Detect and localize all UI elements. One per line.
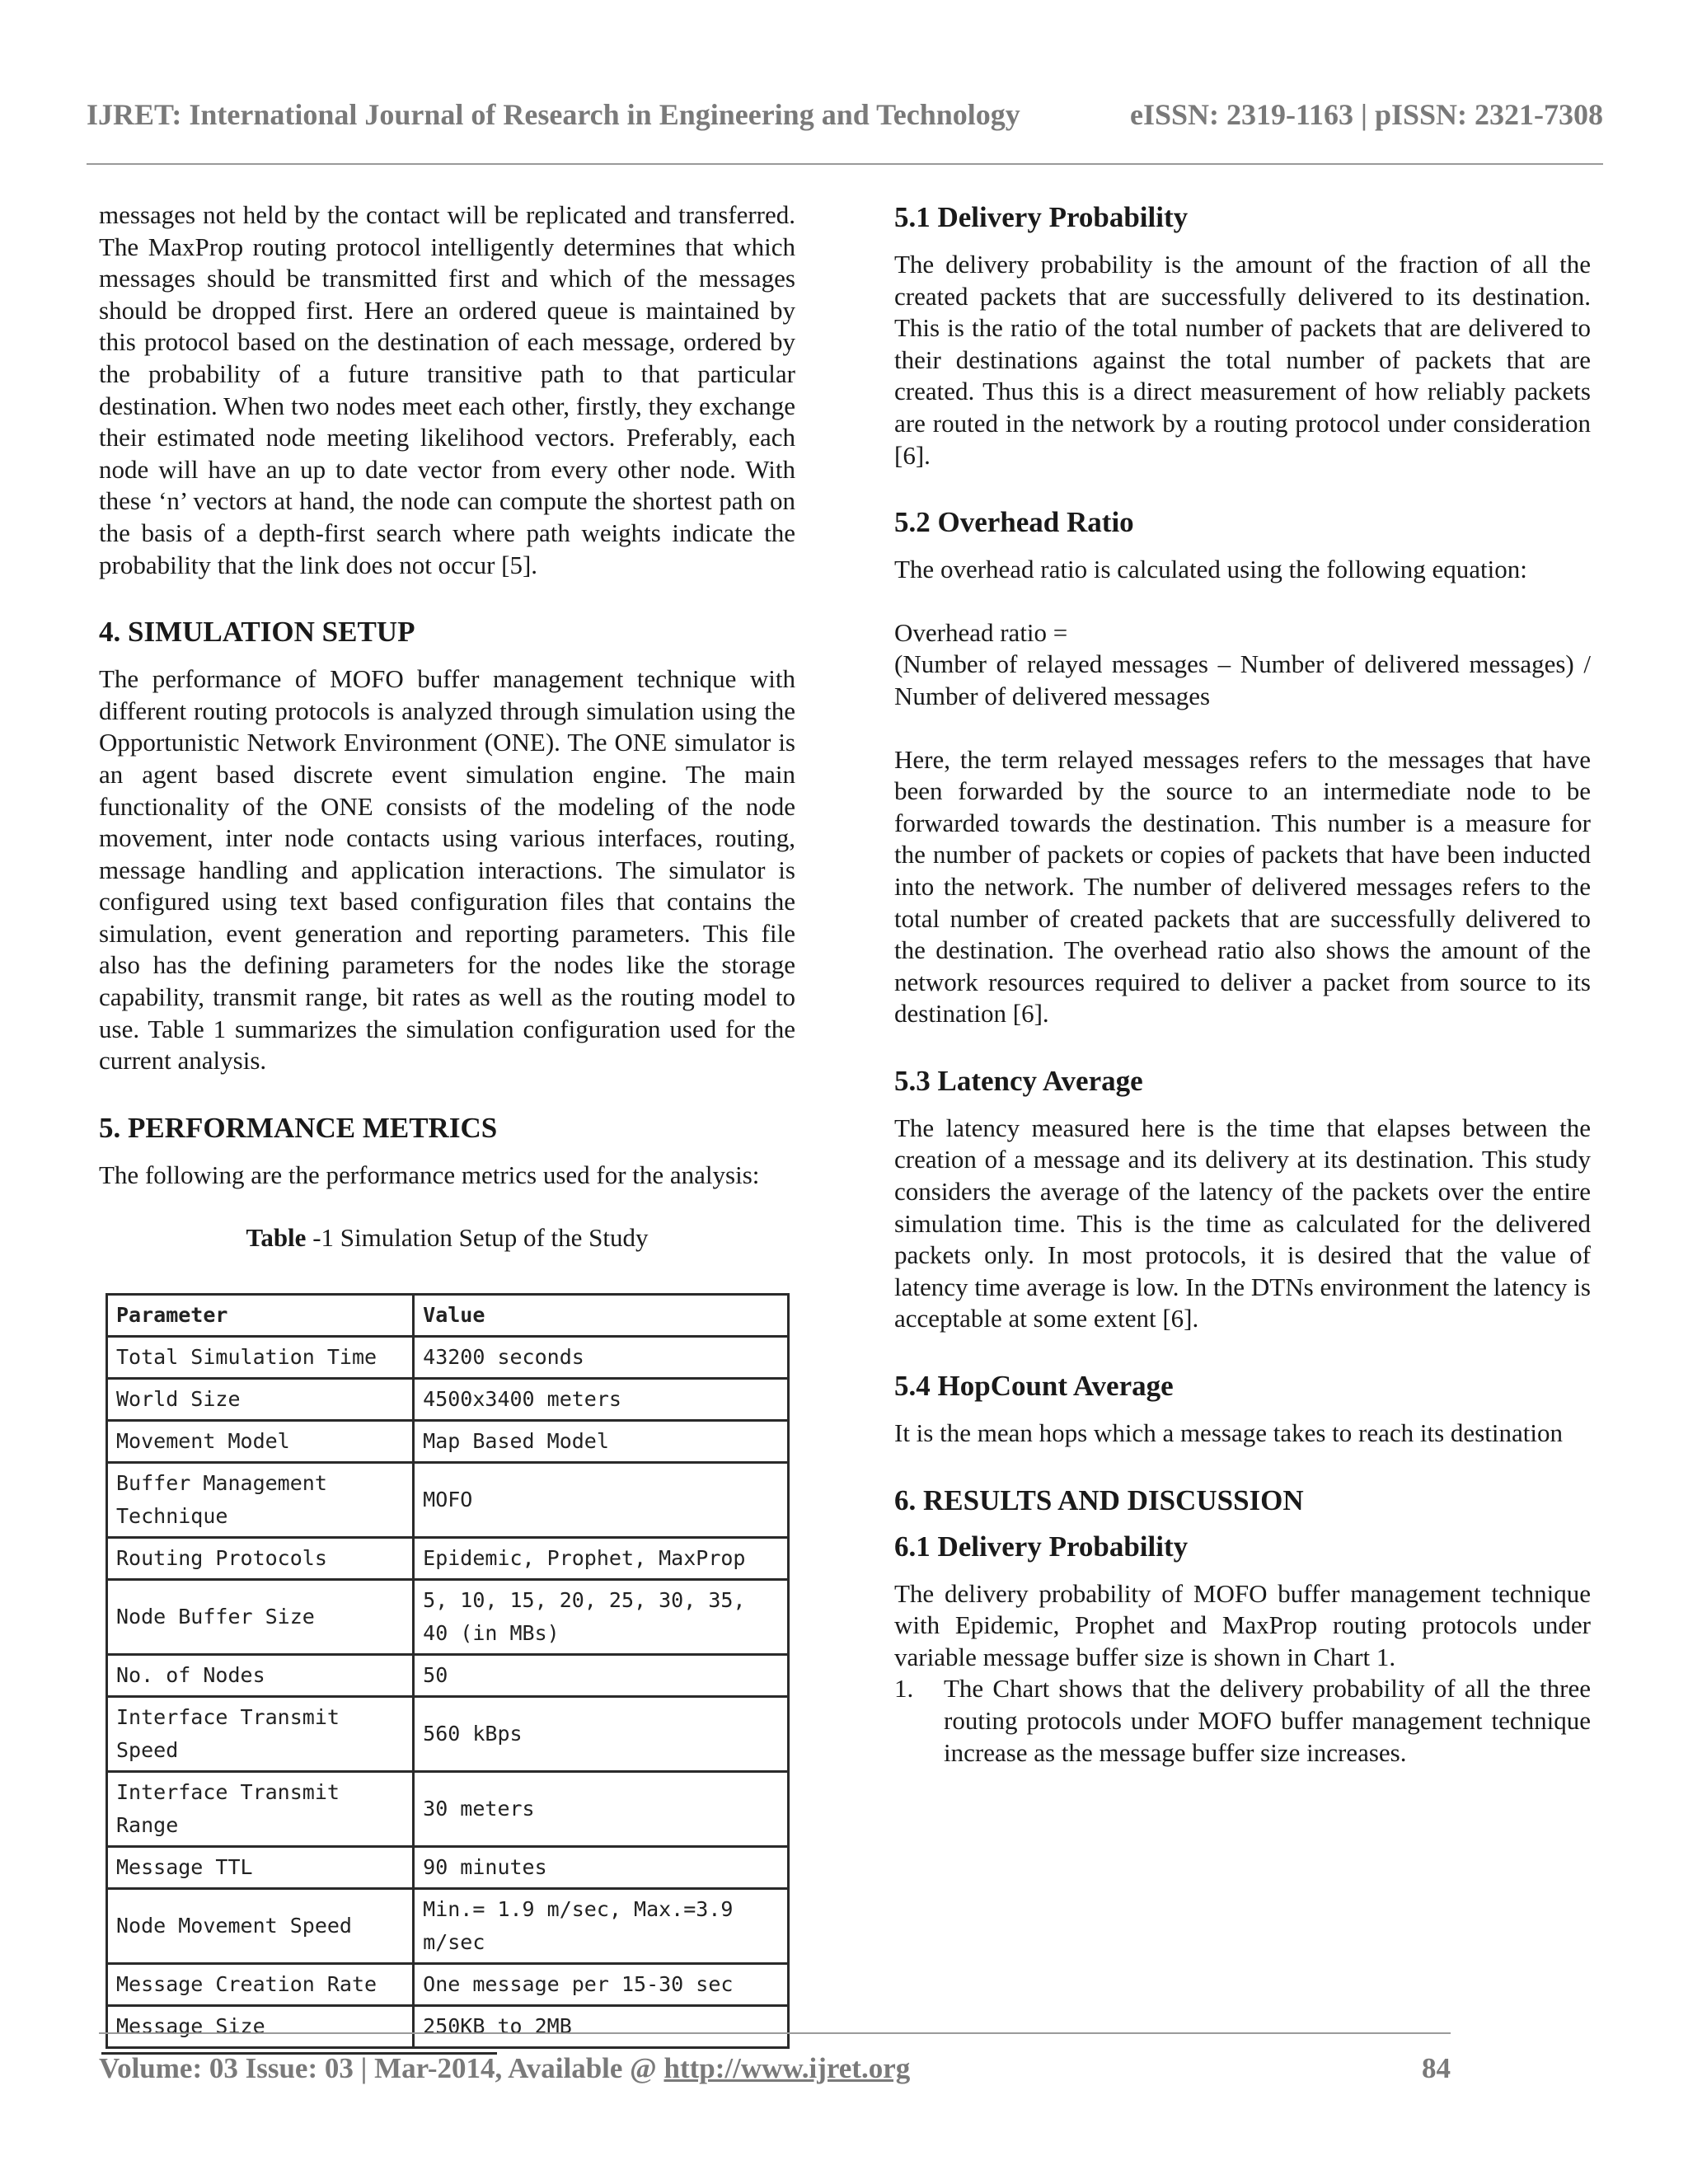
header-divider (87, 163, 1603, 165)
table-cell-value: 560 kBps (414, 1697, 789, 1772)
journal-title: IJRET: International Journal of Research in Engineering and Technology (87, 98, 1020, 131)
table-row (107, 2006, 789, 2048)
table-row (107, 1421, 789, 1463)
table-cell-value: 250KB to 2MB (414, 2006, 789, 2048)
table-caption-label: Table (246, 1223, 307, 1253)
table-cell-value: Min.= 1.9 m/sec, Max.=3.9 m/sec (414, 1889, 789, 1964)
section-6-1-heading: 6.1 Delivery Probability (894, 1530, 1189, 1563)
section-5-3-paragraph: The latency measured here is the time that elapses between the creation of a message and its delivery at its destination. This study considers the average of the latency of the packets over the entire simulation time. This is the time as calculated for the delivered packets only. In most protocols, it is desired that the value of latency time average is low. In the DTNs environment the latency is acceptable at some extent [6]. (894, 1113, 1591, 1333)
section-5-heading: 5. PERFORMANCE METRICS (99, 1111, 498, 1144)
page-footer (99, 2052, 1451, 2085)
section-5-1-heading: 5.1 Delivery Probability (894, 201, 1189, 233)
table-cell-parameter: Movement Model (107, 1421, 414, 1463)
table-row (107, 1379, 789, 1421)
table-row (107, 1463, 789, 1538)
section-4-heading: 4. SIMULATION SETUP (99, 616, 415, 649)
list-item-text: The Chart shows that the delivery probability of all the three routing protocols under MOFO buffer management technique increase as the message buffer size increases. (944, 1674, 1591, 1767)
section-6-1-paragraph: The delivery probability of MOFO buffer management technique with Epidemic, Prophet and MaxProp routing protocols under variable message buffer size is shown in Chart 1. (894, 1578, 1591, 1671)
table-cell-value: 4500x3400 meters (414, 1379, 789, 1421)
table-row (107, 1337, 789, 1379)
table-cell-parameter: Routing Protocols (107, 1538, 414, 1580)
overhead-equation-label: Overhead ratio = (894, 617, 1068, 647)
table-row (107, 1655, 789, 1697)
table-cell-value: 90 minutes (414, 1847, 789, 1889)
table-cell-parameter: Interface Transmit Speed (107, 1697, 414, 1772)
list-item-number: 1. (894, 1674, 914, 1704)
issn-info: eISSN: 2319-1163 | pISSN: 2321-7308 (1130, 98, 1603, 131)
section-4-paragraph: The performance of MOFO buffer management technique with different routing protocols is analyzed through simulation using the Opportunistic Network Environment (ONE). The ONE simulator is an agent based discrete event simulation engine. The main functionality of the ONE consists of the modeling of the node movement, inter node contacts using various interfaces, routing, message handling and application interactions. The simulator is configured using text based configuration files that contains the simulation, event generation and reporting parameters. This file also has the defining parameters for the nodes like the storage capability, transmit range, bit rates as well as the routing model to use. Table 1 summarizes the simulation configuration used for the current analysis. (99, 664, 795, 1076)
table-cell-parameter: World Size (107, 1379, 414, 1421)
section-6-heading: 6. RESULTS AND DISCUSSION (894, 1483, 1304, 1516)
intro-paragraph: messages not held by the contact will be replicated and transferred. The MaxProp routing protocol intelligently determines that which messages should be transmitted first and which of the messages should be dropped first. Here an ordered queue is maintained by this protocol based on the destination of each message, ordered by the probability of a future transitive path to that particular destination. When two nodes meet each other, firstly, they exchange their estimated node meeting likelihood vectors. Preferably, each node will have an up to date vector from every other node. With these ‘n’ vectors at hand, the node can compute the shortest path on the basis of a depth-first search where path weights indicate the probability that the link does not occur [5]. (99, 200, 795, 579)
section-5-2-heading: 5.2 Overhead Ratio (894, 506, 1134, 539)
footer-divider (99, 2032, 1451, 2034)
section-5-4-heading: 5.4 HopCount Average (894, 1370, 1174, 1403)
table-caption-text: -1 Simulation Setup of the Study (306, 1223, 649, 1253)
right-column (894, 199, 1591, 1769)
section-5-1-paragraph: The delivery probability is the amount of the fraction of all the created packets that are successfully delivered to its destination. This is the ratio of the total number of packets that are delivered to their destinations against the total number of packets that are created. Thus this is a direct measurement of how reliably packets are routed in the network by a routing protocol under consideration [6]. (894, 250, 1591, 470)
table-cell-parameter: Message Size (107, 2006, 414, 2048)
table-cell-parameter: Message TTL (107, 1847, 414, 1889)
table-row (107, 1889, 789, 1964)
table-header-row (107, 1295, 789, 1337)
section-5-2-intro: The overhead ratio is calculated using the following equation: (894, 555, 1527, 584)
footer-volume-info (99, 2052, 910, 2085)
section-5-3-heading: 5.3 Latency Average (894, 1064, 1143, 1097)
table-caption (99, 1222, 795, 1254)
table-cell-parameter: Total Simulation Time (107, 1337, 414, 1379)
section-5-2-paragraph: Here, the term relayed messages refers to the messages that have been forwarded by the source to an intermediate node to be forwarded towards the destination. This number is a measure for the number of packets or copies of packets that have been inducted into the network. The number of delivered messages refers to the total number of created packets that are successfully delivered to the destination. The overhead ratio also shows the amount of the network resources required to deliver a packet from source to its destination [6]. (894, 744, 1591, 1029)
table-row (107, 1964, 789, 2006)
table-cell-value: 5, 10, 15, 20, 25, 30, 35, 40 (in MBs) (414, 1580, 789, 1655)
overhead-equation: (Number of relayed messages – Number of delivered messages) / Number of delivered messages (894, 649, 1591, 710)
table-cell-parameter: Buffer Management Technique (107, 1463, 414, 1538)
table-row (107, 1538, 789, 1580)
page-number: 84 (1422, 2052, 1451, 2084)
table-row (107, 1580, 789, 1655)
left-column (99, 199, 795, 2055)
table-cell-parameter: Node Buffer Size (107, 1580, 414, 1655)
footer-volume-text: Volume: 03 Issue: 03 | Mar-2014, Available @ (99, 2052, 664, 2084)
table-cell-parameter: Interface Transmit Range (107, 1772, 414, 1847)
section-5-4-paragraph: It is the mean hops which a message takes to reach its destination (894, 1418, 1563, 1448)
table-cell-parameter: No. of Nodes (107, 1655, 414, 1697)
list-item (894, 1673, 1591, 1769)
table-cell-value: Map Based Model (414, 1421, 789, 1463)
table-header-cell: Parameter (107, 1295, 414, 1337)
table-header-cell: Value (414, 1295, 789, 1337)
table-cell-value: 30 meters (414, 1772, 789, 1847)
simulation-setup-table (106, 1293, 790, 2049)
journal-link[interactable]: http://www.ijret.org (663, 2052, 911, 2084)
table-row (107, 1847, 789, 1889)
table-cell-value: 50 (414, 1655, 789, 1697)
table-row (107, 1697, 789, 1772)
table-row (107, 1772, 789, 1847)
table-cell-value: MOFO (414, 1463, 789, 1538)
table-cell-parameter: Node Movement Speed (107, 1889, 414, 1964)
table-cell-parameter: Message Creation Rate (107, 1964, 414, 2006)
section-5-paragraph: The following are the performance metrics used for the analysis: (99, 1160, 760, 1189)
table-cell-value: 43200 seconds (414, 1337, 789, 1379)
table-cell-value: One message per 15-30 sec (414, 1964, 789, 2006)
table-cell-value: Epidemic, Prophet, MaxProp (414, 1538, 789, 1580)
page-header (87, 97, 1603, 132)
